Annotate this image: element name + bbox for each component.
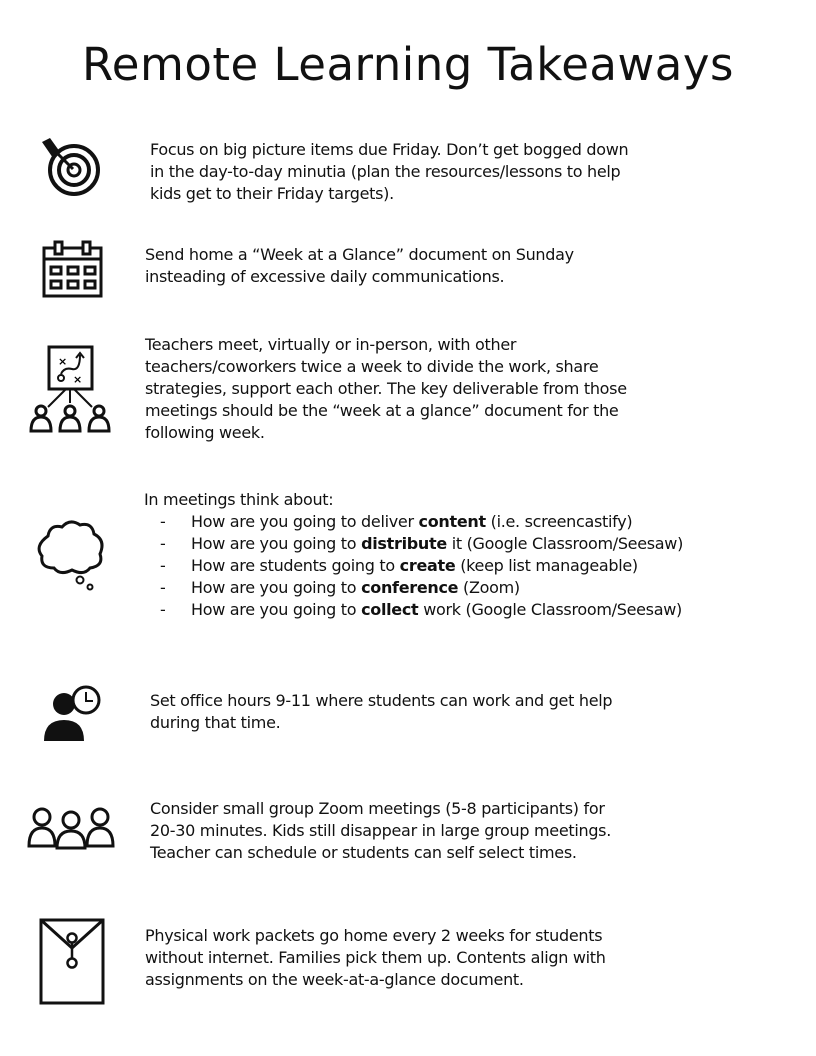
- text: (i.e. screencastify): [485, 512, 633, 531]
- list-item: [144, 555, 683, 577]
- team-strategy-icon: [28, 345, 114, 435]
- text-line: Set office hours 9-11 where students can work and get help: [150, 691, 613, 710]
- dash: -: [160, 600, 166, 619]
- text: How are you going to deliver: [191, 512, 419, 531]
- text-line: Focus on big picture items due Friday. Don’t get bogged down: [150, 140, 629, 159]
- text-line: Consider small group Zoom meetings (5-8 participants) for: [150, 799, 605, 818]
- person-clock-icon: [42, 684, 102, 742]
- section-focus: [150, 139, 628, 205]
- text: it (Google Classroom/Seesaw): [446, 534, 684, 553]
- text-line: Teacher can schedule or students can self select times.: [150, 843, 577, 862]
- text-line: during that time.: [150, 713, 281, 732]
- text-line: 20-30 minutes. Kids still disappear in large group meetings.: [150, 821, 612, 840]
- envelope-icon: [39, 918, 105, 1006]
- section-week-at-a-glance: [145, 244, 574, 288]
- bold-text: conference: [361, 578, 459, 597]
- list-item: [144, 599, 683, 621]
- meetings-intro: In meetings think about:: [144, 490, 334, 509]
- section-meetings: [144, 489, 683, 621]
- text-line: in the day-to-day minutia (plan the resources/lessons to help: [150, 162, 621, 181]
- svg-text:×: ×: [73, 373, 83, 386]
- text-line: Teachers meet, virtually or in-person, with other: [145, 335, 517, 354]
- text: work (Google Classroom/Seesaw): [418, 600, 682, 619]
- text-line: Send home a “Week at a Glance” document on Sunday: [145, 245, 574, 264]
- text-line: following week.: [145, 423, 265, 442]
- text-line: Physical work packets go home every 2 weeks for students: [145, 926, 603, 945]
- text-line: teachers/coworkers twice a week to divide the work, share: [145, 357, 599, 376]
- text: How are you going to: [191, 600, 362, 619]
- dash: -: [160, 556, 166, 575]
- svg-text:×: ×: [58, 355, 68, 368]
- meeting-questions-list: [144, 511, 683, 621]
- target-icon: [40, 138, 102, 198]
- list-item: [144, 533, 683, 555]
- dash: -: [160, 512, 166, 531]
- section-office-hours: [150, 690, 612, 734]
- text-line: assignments on the week-at-a-glance document.: [145, 970, 524, 989]
- group-icon: [27, 806, 117, 850]
- dash: -: [160, 534, 166, 553]
- text-line: meetings should be the “week at a glance” document for the: [145, 401, 619, 420]
- page-title: Remote Learning Takeaways: [82, 38, 734, 91]
- bold-text: distribute: [361, 534, 447, 553]
- section-work-packets: [145, 925, 606, 991]
- text: How are you going to: [191, 534, 362, 553]
- text: How are students going to: [191, 556, 400, 575]
- text: (keep list manageable): [455, 556, 638, 575]
- text-line: kids get to their Friday targets).: [150, 184, 394, 203]
- list-item: [144, 577, 683, 599]
- calendar-icon: [42, 240, 104, 298]
- text: (Zoom): [458, 578, 520, 597]
- text-line: strategies, support each other. The key deliverable from those: [145, 379, 627, 398]
- bold-text: collect: [361, 600, 419, 619]
- section-teachers-meet: [145, 334, 627, 444]
- list-item: [144, 511, 683, 533]
- dash: -: [160, 578, 166, 597]
- section-small-groups: [150, 798, 611, 864]
- text: How are you going to: [191, 578, 362, 597]
- text-line: insteading of excessive daily communications.: [145, 267, 505, 286]
- text-line: without internet. Families pick them up. Contents align with: [145, 948, 606, 967]
- thought-cloud-icon: [34, 518, 108, 592]
- bold-text: content: [418, 512, 486, 531]
- bold-text: create: [399, 556, 456, 575]
